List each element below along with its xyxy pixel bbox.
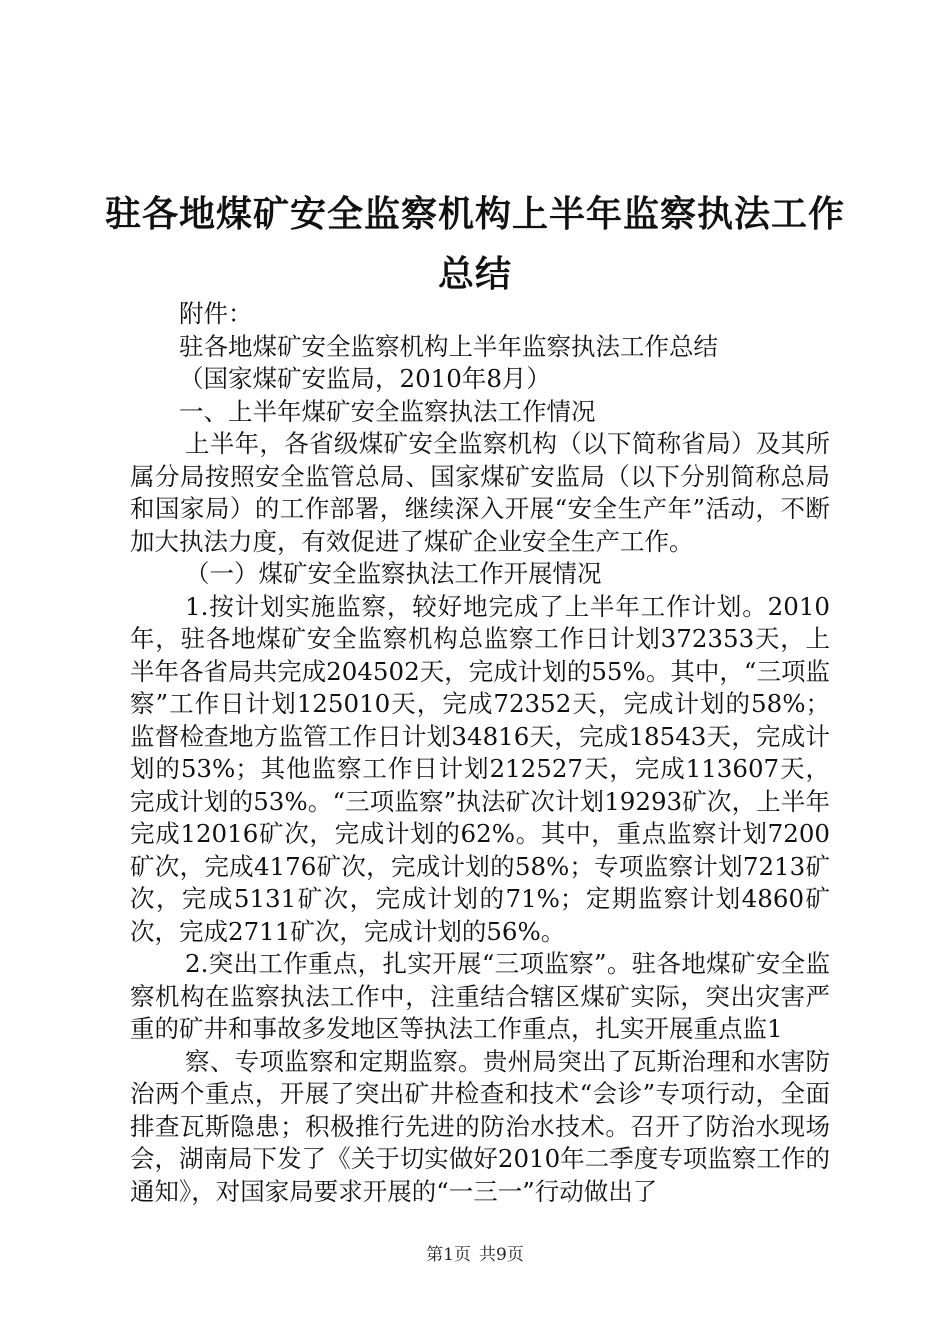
report-subtitle: 驻各地煤矿安全监察机构上半年监察执法工作总结 [179,331,718,361]
paragraph: 察、专项监察和定期监察。贵州局突出了瓦斯治理和水害防治两个重点，开展了突出矿井检查和技术“会诊”专项行动，全面排查瓦斯隐患；积极推行先进的防治水技术。召开了防治水现场会，湖南局下发了《关于切实做好2010年二季度专项监察工作的通知》，对国家局要求开展的“一三一”行动做出了 [130,1046,830,1206]
paragraph: 2.突出工作重点，扎实开展“三项监察”。驻各地煤矿安全监察机构在监察执法工作中，注重结合辖区煤矿实际，突出灾害严重的矿井和事故多发地区等执法工作重点，扎实开展重点监1 [130,949,830,1043]
document-body [130,298,830,1208]
page-number: 第1页 [426,1245,471,1265]
section-heading-1: 一、上半年煤矿安全监察执法工作情况 [179,396,596,426]
attachment-label: 附件： [179,299,253,328]
paragraph: 上半年，各省级煤矿安全监察机构（以下简称省局）及其所属分局按照安全监管总局、国家煤矿安监局（以下分别简称总局和国家局）的工作部署，继续深入开展“安全生产年”活动，不断加大执法力度，有效促进了煤矿企业安全生产工作。 [130,429,830,556]
page-footer [0,1240,950,1265]
report-issuer: （国家煤矿安监局，2010年8月） [179,364,551,393]
paragraph: 1.按计划实施监察，较好地完成了上半年工作计划。2010年，驻各地煤矿安全监察机构总监察工作日计划372353天，上半年各省局共完成204502天，完成计划的55%。其中，“三项监察”工作日计划125010天，完成72352天，完成计划的58%；监督检查地方监管工作日计划34816天，完成18543天，完成计划的53%；其他监察工作日计划212527天，完成113607天，完成计划的53%。“三项监察”执法矿次计划19293矿次，上半年完成12016矿次，完成计划的62%。其中，重点监察计划7200矿次，完成4176矿次，完成计划的58%；专项监察计划7213矿次，完成5131矿次，完成计划的71%；定期监察计划4860矿次，完成2711矿次，完成计划的56%。 [130,591,830,946]
document-title-line2: 总结 [437,254,512,295]
page-total: 共9页 [479,1245,524,1265]
subsection-heading-1: （一）煤矿安全监察执法工作开展情况 [185,559,602,588]
document-title-line1: 驻各地煤矿安全监察机构上半年监察执法工作 [104,194,845,235]
